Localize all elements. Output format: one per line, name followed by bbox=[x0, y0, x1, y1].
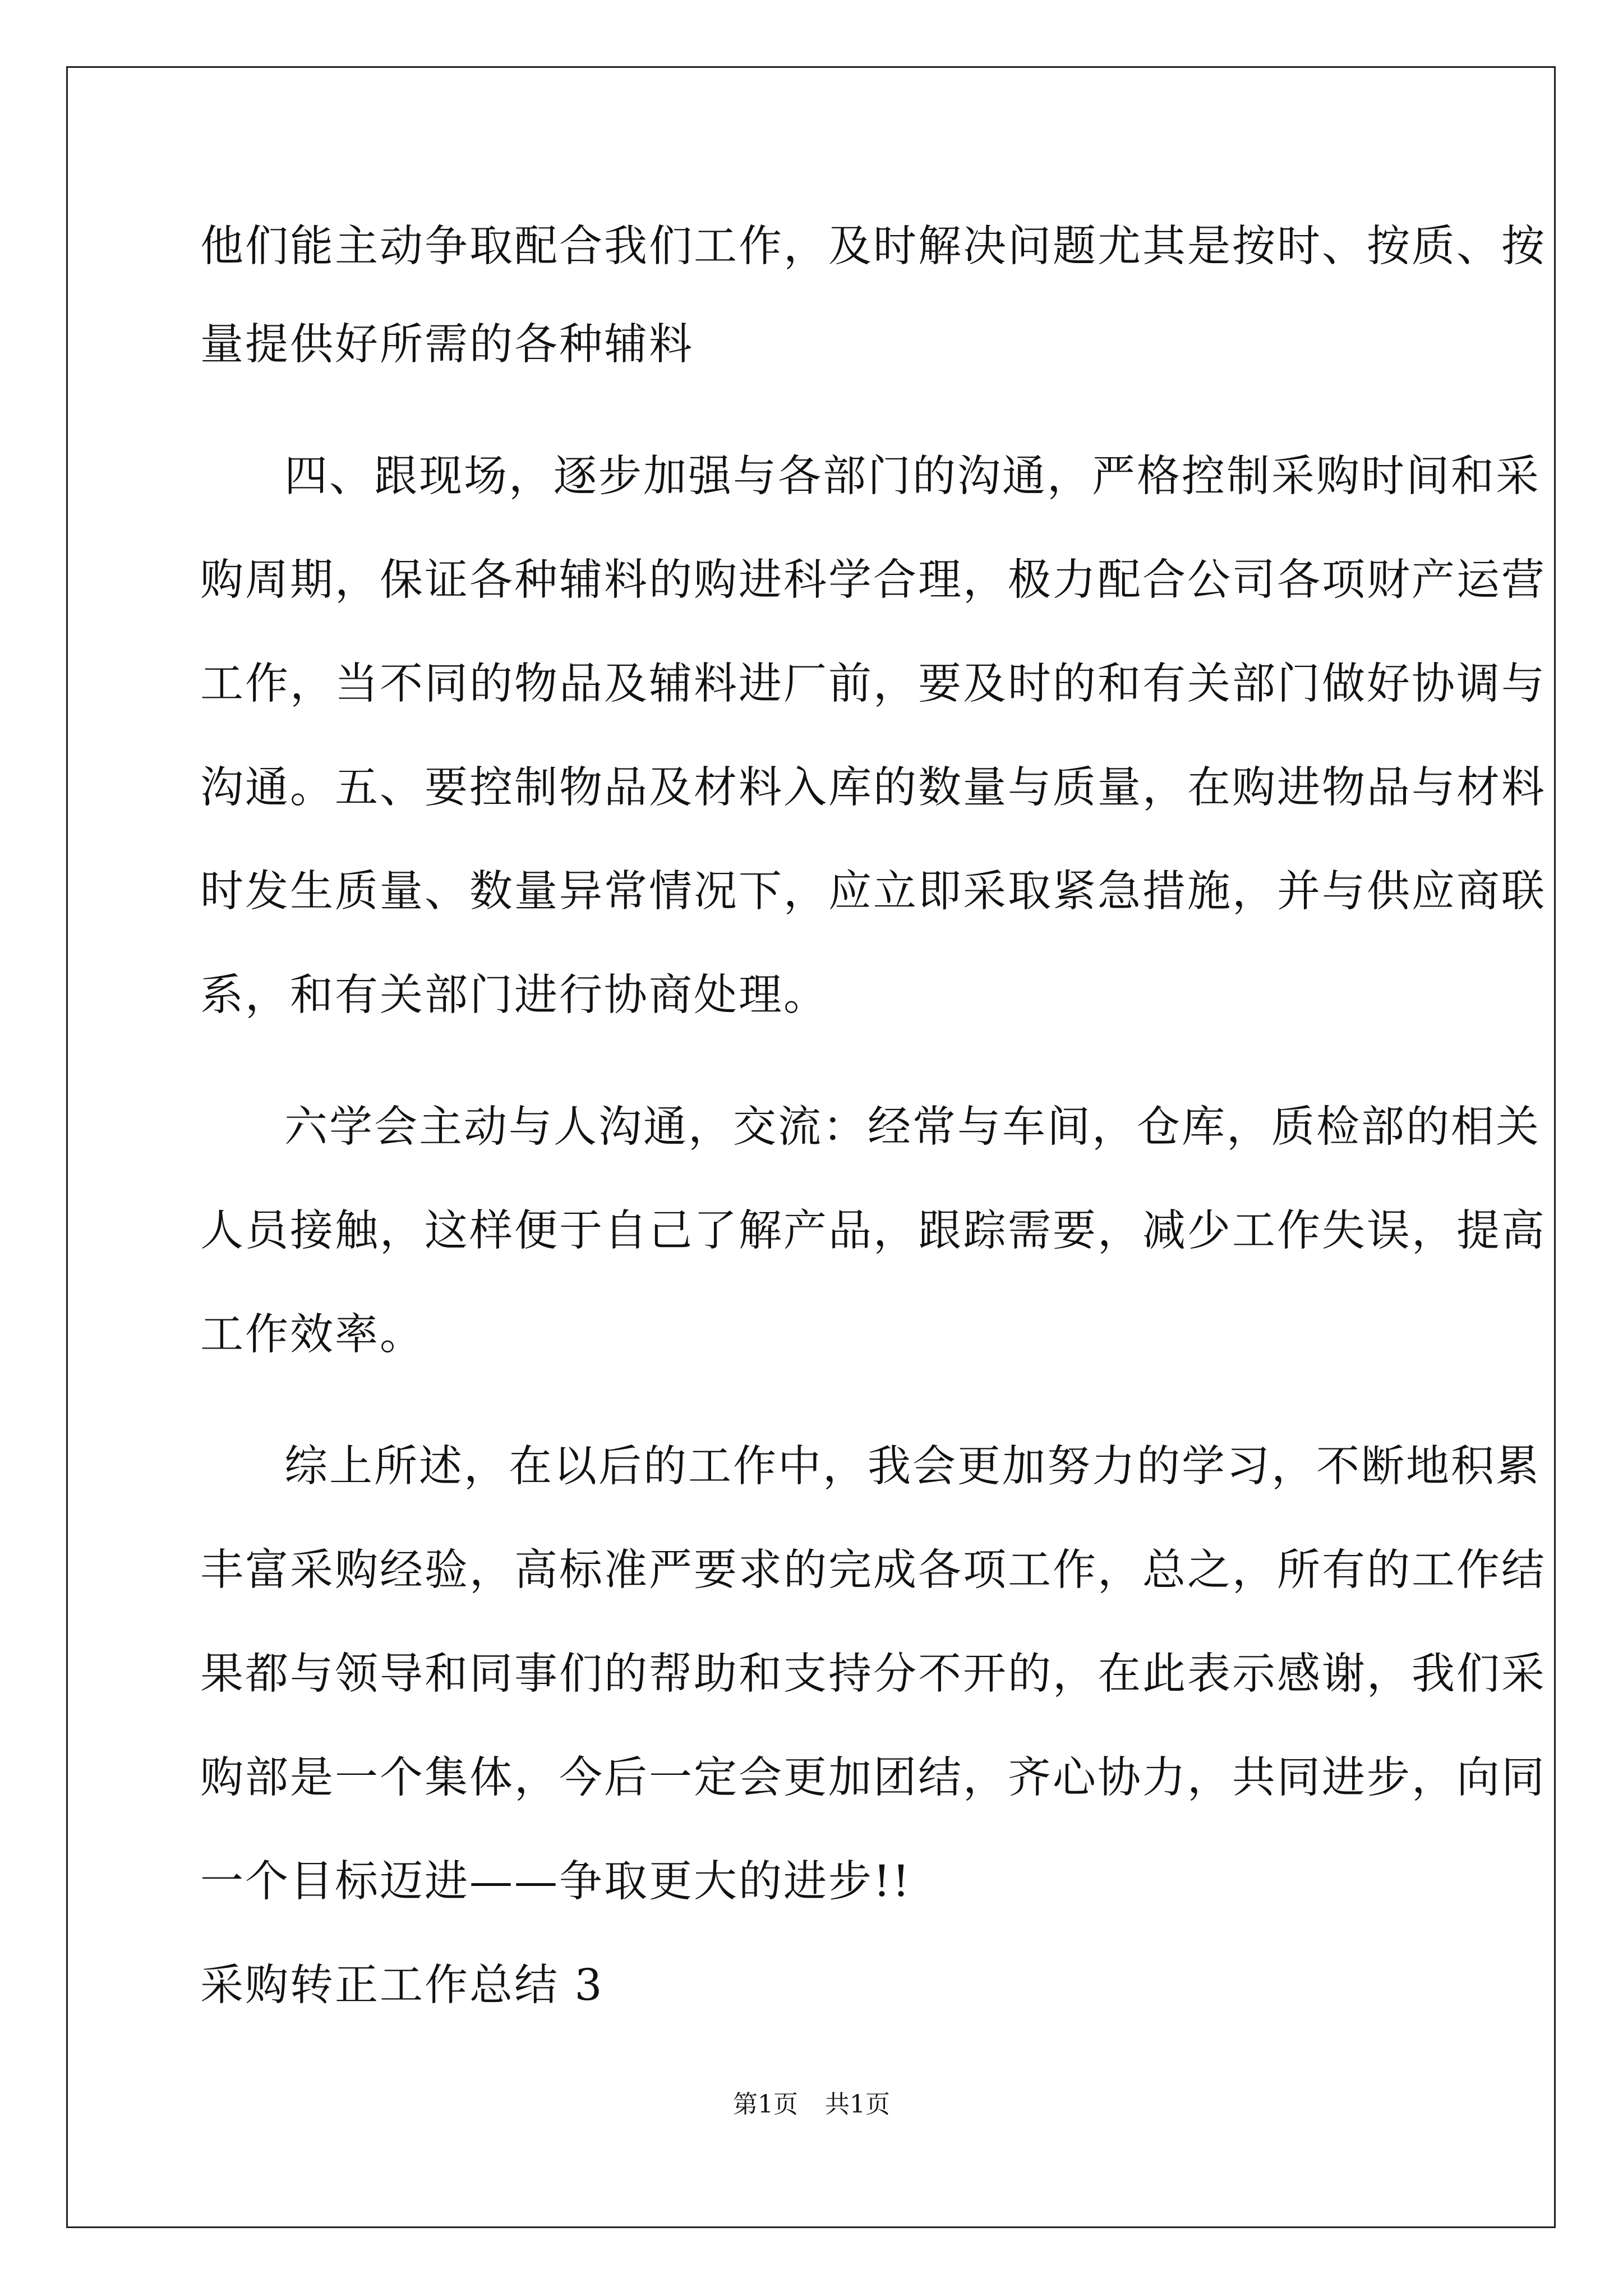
page-footer bbox=[0, 2088, 1623, 2122]
text-line: 沟通。五、要控制物品及材料入库的数量与质量，在购进物品与材料 bbox=[200, 763, 1546, 813]
text-line: 系，和有关部门进行协商处理。 bbox=[200, 970, 828, 1020]
text-line: 果都与领导和同事们的帮助和支持分不开的，在此表示感谢，我们采 bbox=[200, 1649, 1546, 1699]
text-line: 时发生质量、数量异常情况下，应立即采取紧急措施，并与供应商联 bbox=[200, 867, 1546, 917]
paragraph-start-line: 六学会主动与人沟通，交流：经常与车间，仓库，质检部的相关 bbox=[284, 1102, 1541, 1152]
text-line: 工作，当不同的物品及辅料进厂前，要及时的和有关部门做好协调与 bbox=[200, 659, 1546, 709]
page-total: 共1页 bbox=[825, 2090, 890, 2119]
text-line: 工作效率。 bbox=[200, 1310, 425, 1360]
text-line: 丰富采购经验，高标准严要求的完成各项工作，总之，所有的工作结 bbox=[200, 1545, 1546, 1595]
text-line: 购部是一个集体，今后一定会更加团结，齐心协力，共同进步，向同 bbox=[200, 1753, 1546, 1803]
text-line: 一个目标迈进——争取更大的进步!! bbox=[200, 1857, 911, 1907]
text-line: 人员接触，这样便于自己了解产品，跟踪需要，减少工作失误，提高 bbox=[200, 1206, 1546, 1256]
text-line: 量提供好所需的各种辅料 bbox=[200, 320, 694, 370]
page-number: 第1页 bbox=[733, 2090, 798, 2119]
text-line: 购周期，保证各种辅料的购进科学合理，极力配合公司各项财产运营 bbox=[200, 555, 1546, 605]
paragraph-start-line: 四、跟现场，逐步加强与各部门的沟通，严格控制采购时间和采 bbox=[284, 452, 1541, 501]
section-heading: 采购转正工作总结 3 bbox=[200, 1961, 604, 2010]
text-line: 他们能主动争取配合我们工作，及时解决问题尤其是按时、按质、按 bbox=[200, 222, 1546, 272]
paragraph-start-line: 综上所述，在以后的工作中，我会更加努力的学习，不断地积累 bbox=[284, 1442, 1541, 1492]
